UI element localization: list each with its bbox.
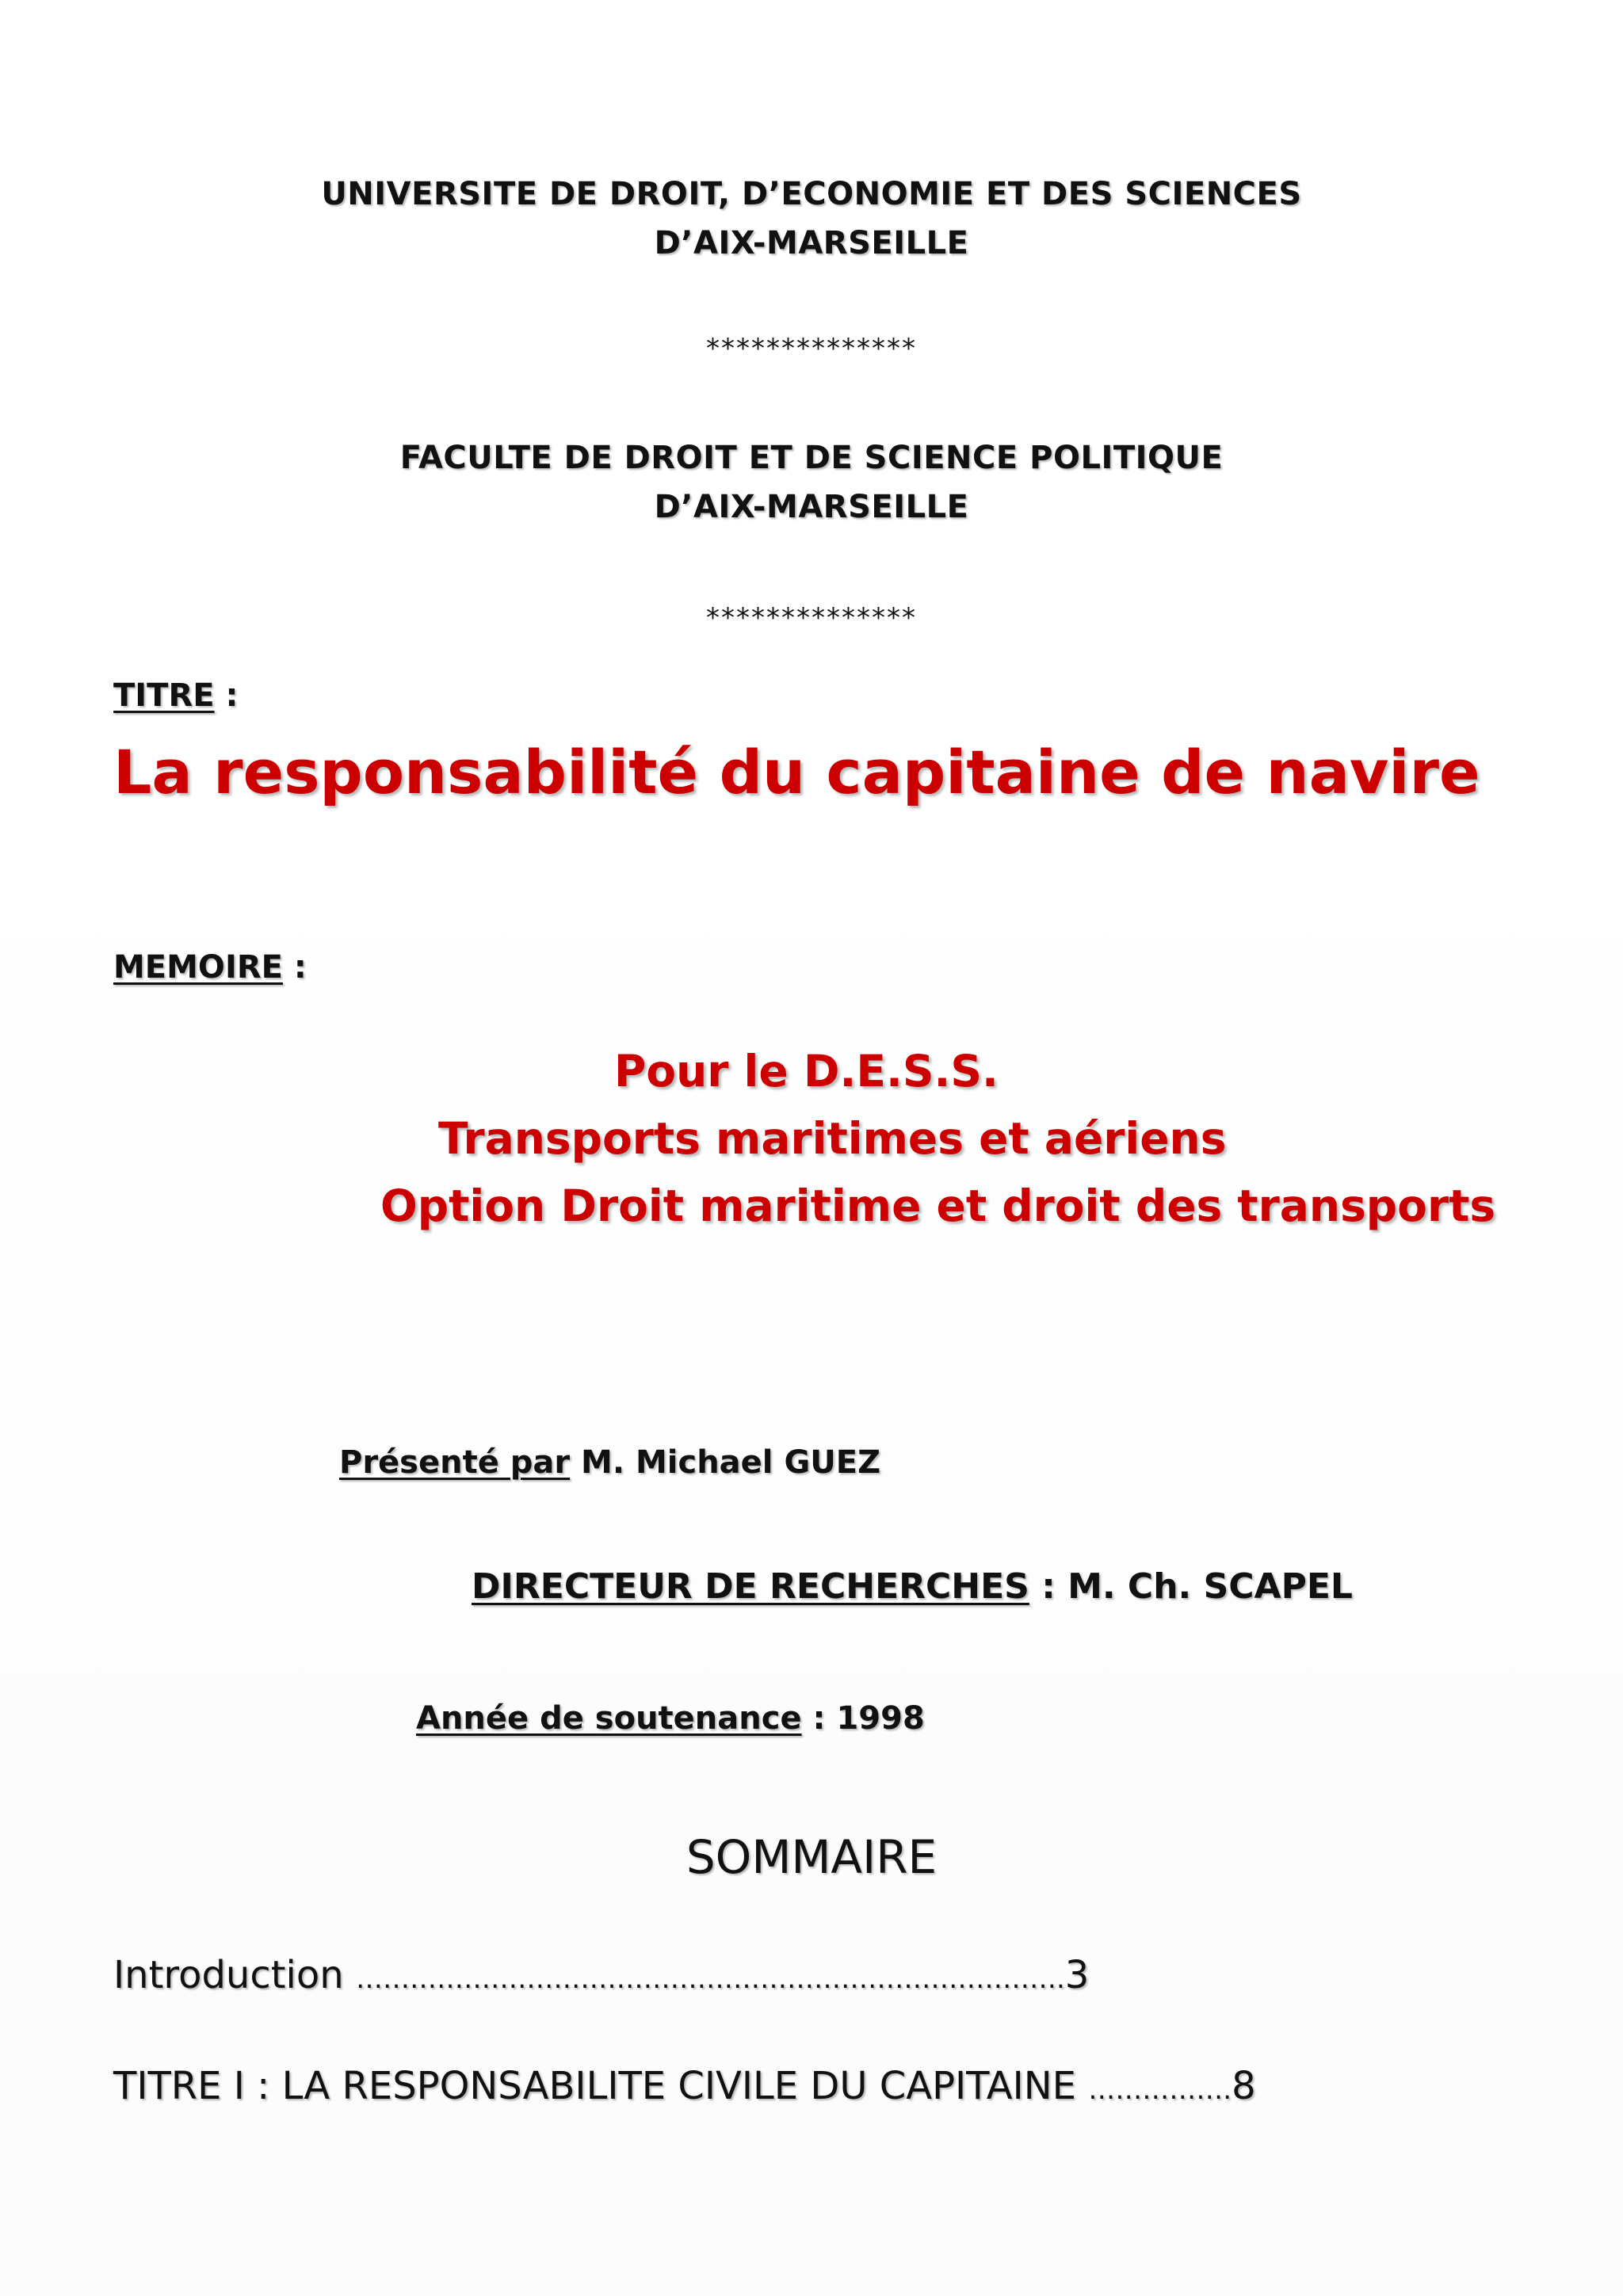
separator-stars: ************** — [706, 602, 917, 634]
toc-entry-page: 8 — [1232, 2064, 1256, 2108]
toc-entry — [113, 1953, 1089, 1997]
faculty-name-line2: D’AIX-MARSEILLE — [654, 489, 969, 525]
presented-by-line — [339, 1444, 880, 1481]
defense-year-line — [416, 1700, 925, 1737]
titre-label-line — [113, 677, 239, 714]
toc-entry-label: TITRE I : LA RESPONSABILITE CIVILE DU CAPITAINE — [113, 2064, 1089, 2108]
director-value: : M. Ch. SCAPEL — [1029, 1566, 1353, 1607]
document-title: La responsabilité du capitaine de navire — [113, 737, 1480, 807]
university-name-line1: UNIVERSITE DE DROIT, D’ECONOMIE ET DES SCIENCES — [321, 176, 1302, 212]
toc-entry-page: 3 — [1064, 1953, 1090, 1997]
option-line: Option Droit maritime et droit des transports — [380, 1180, 1496, 1231]
sommaire-heading: SOMMAIRE — [685, 1830, 938, 1884]
memoire-label: MEMOIRE — [113, 949, 283, 986]
presented-by-label: Présenté par — [339, 1444, 571, 1481]
director-label: DIRECTEUR DE RECHERCHES — [472, 1566, 1029, 1607]
toc-entry-dots: ……………………………………………………………………. — [355, 1963, 1065, 1995]
university-name-line2: D’AIX-MARSEILLE — [654, 225, 969, 261]
toc-entry-dots: ……………. — [1088, 2074, 1232, 2106]
defense-year-label: Année de soutenance — [416, 1700, 802, 1737]
titre-label: TITRE — [113, 677, 215, 714]
faculty-name-line1: FACULTE DE DROIT ET DE SCIENCE POLITIQUE — [399, 440, 1224, 476]
director-line — [472, 1566, 1353, 1607]
memoire-colon: : — [282, 949, 307, 986]
toc-entry-label: Introduction — [113, 1953, 356, 1997]
degree-line: Pour le D.E.S.S. — [614, 1046, 999, 1097]
presented-by-value: M. Michael GUEZ — [570, 1444, 881, 1481]
memoire-label-line — [113, 949, 307, 986]
program-line: Transports maritimes et aériens — [438, 1113, 1227, 1164]
titre-colon: : — [214, 677, 239, 714]
separator-stars: ************** — [706, 333, 917, 364]
defense-year-value: : 1998 — [801, 1700, 925, 1737]
toc-entry — [113, 2064, 1256, 2108]
